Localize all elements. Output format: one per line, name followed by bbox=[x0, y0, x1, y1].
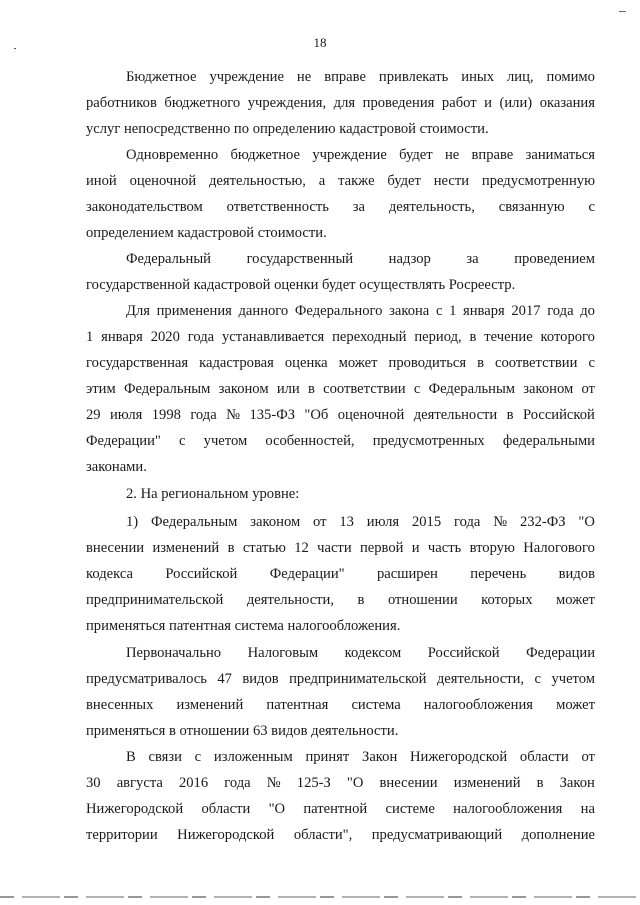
word: № bbox=[266, 775, 281, 791]
word: 30 bbox=[86, 775, 101, 791]
word: 1) bbox=[126, 514, 139, 530]
word: государственный bbox=[246, 251, 354, 267]
word: будет bbox=[399, 147, 433, 163]
word: 2020 bbox=[150, 329, 180, 345]
word: этим bbox=[86, 381, 116, 397]
word: "О bbox=[346, 775, 364, 791]
word: или bbox=[276, 381, 300, 397]
word: оценочной bbox=[337, 407, 405, 423]
word: работ bbox=[441, 95, 477, 111]
word: Федеральным bbox=[428, 381, 515, 397]
word: федеральными bbox=[502, 433, 595, 449]
word: деятельности, bbox=[246, 592, 335, 608]
text-line bbox=[86, 324, 595, 350]
word: вправе bbox=[471, 147, 514, 163]
word: государственная bbox=[86, 355, 189, 371]
word: в bbox=[477, 355, 484, 371]
word: также bbox=[338, 173, 375, 189]
word: законом bbox=[523, 381, 574, 397]
word: июля bbox=[109, 407, 143, 423]
word: применения bbox=[156, 303, 232, 319]
word: учреждения, bbox=[247, 95, 327, 111]
word: переходный bbox=[332, 329, 407, 345]
word: может bbox=[556, 592, 595, 608]
word: иных bbox=[461, 69, 495, 85]
word: Федерального bbox=[294, 303, 383, 319]
word: на bbox=[580, 801, 595, 817]
word: законом bbox=[250, 514, 301, 530]
word: Федерации" bbox=[86, 433, 161, 449]
word: июля bbox=[366, 514, 400, 530]
word: области", bbox=[293, 827, 353, 843]
word: изложенным bbox=[213, 749, 293, 765]
word: законодательством bbox=[86, 199, 203, 215]
word: нести bbox=[433, 173, 470, 189]
word: не bbox=[296, 69, 312, 85]
word: в bbox=[357, 592, 365, 608]
word: 125-З bbox=[296, 775, 331, 791]
text-line bbox=[86, 770, 595, 796]
word: с bbox=[435, 303, 443, 319]
word: предусматривалось bbox=[86, 671, 207, 687]
text-line bbox=[86, 822, 595, 848]
word: 47 bbox=[217, 671, 232, 687]
word: Бюджетное bbox=[126, 69, 197, 85]
word: 1998 bbox=[151, 407, 181, 423]
text-line bbox=[86, 90, 595, 116]
word: бюджетное bbox=[230, 147, 301, 163]
word: учреждение bbox=[312, 147, 387, 163]
word: 13 bbox=[339, 514, 354, 530]
word: 2015 bbox=[411, 514, 442, 530]
text-line bbox=[86, 535, 595, 561]
word: области bbox=[519, 749, 569, 765]
word: законом bbox=[218, 381, 269, 397]
word: № bbox=[493, 514, 508, 530]
word: с bbox=[413, 381, 421, 397]
text-line bbox=[86, 350, 595, 376]
word: патентной bbox=[303, 801, 368, 817]
word: устанавливается bbox=[221, 329, 325, 345]
page-number: 18 bbox=[313, 35, 327, 50]
word: особенностей, bbox=[265, 433, 355, 449]
scan-edge bbox=[0, 896, 640, 898]
word: года bbox=[547, 303, 574, 319]
word: предусмотренную bbox=[481, 173, 595, 189]
word: предусмотренных bbox=[372, 433, 485, 449]
text-line: 2. На региональном уровне: bbox=[126, 486, 300, 502]
word: системе bbox=[385, 801, 435, 817]
word: проведения bbox=[362, 95, 435, 111]
word: принят bbox=[305, 749, 350, 765]
word: помимо bbox=[546, 69, 595, 85]
text-line: государственной кадастровой оценки будет осуществлять Росреестр. bbox=[86, 277, 516, 293]
text-line bbox=[86, 376, 595, 402]
scan-mark bbox=[619, 11, 626, 12]
word: деятельности, bbox=[436, 671, 525, 687]
word: период, bbox=[414, 329, 462, 345]
word: соответствии bbox=[323, 381, 406, 397]
word: связанную bbox=[498, 199, 565, 215]
word: деятельностью, bbox=[208, 173, 306, 189]
word: перечень bbox=[470, 566, 527, 582]
text-line bbox=[86, 168, 595, 194]
word: учетом bbox=[203, 433, 248, 449]
word: иной bbox=[86, 173, 117, 189]
word: с bbox=[194, 749, 202, 765]
text-line: определением кадастровой стоимости. bbox=[86, 225, 327, 241]
word: Налогового bbox=[523, 540, 595, 556]
word: связи bbox=[148, 749, 182, 765]
word: Первоначально bbox=[126, 645, 222, 661]
word: не bbox=[444, 147, 460, 163]
word: видов bbox=[558, 566, 595, 582]
word: привлекать bbox=[378, 69, 449, 85]
word: 135-ФЗ bbox=[249, 407, 296, 423]
word: вправе bbox=[324, 69, 366, 85]
word: бюджетного bbox=[164, 95, 241, 111]
word: от bbox=[581, 749, 595, 765]
word: Федеральный bbox=[126, 251, 211, 267]
word: деятельности bbox=[413, 407, 498, 423]
text-line bbox=[86, 402, 595, 428]
word: за bbox=[352, 199, 365, 215]
word: Закон bbox=[559, 775, 595, 791]
word: Федеральным bbox=[151, 514, 238, 530]
text-line: услуг непосредственно по определению кадастровой стоимости. bbox=[86, 121, 489, 137]
text-line bbox=[86, 561, 595, 587]
text-line bbox=[86, 692, 595, 718]
word: надзор bbox=[388, 251, 431, 267]
word: за bbox=[466, 251, 479, 267]
word: Российской bbox=[427, 645, 500, 661]
word: предусматривающий bbox=[371, 827, 503, 843]
word: года bbox=[453, 514, 481, 530]
word: 1 bbox=[449, 303, 457, 319]
word: оказания bbox=[539, 95, 595, 111]
word: 2017 bbox=[511, 303, 541, 319]
word: для bbox=[333, 95, 356, 111]
text-line bbox=[86, 587, 595, 613]
word: отношении bbox=[387, 592, 458, 608]
word: патентная bbox=[266, 697, 329, 713]
word: статью bbox=[242, 540, 286, 556]
word: работников bbox=[86, 95, 157, 111]
word: года bbox=[224, 775, 251, 791]
word: предпринимательской bbox=[86, 592, 224, 608]
word: "Об bbox=[304, 407, 329, 423]
word: до bbox=[580, 303, 595, 319]
word: которых bbox=[481, 592, 533, 608]
word: может bbox=[338, 355, 378, 371]
word: ответственность bbox=[226, 199, 329, 215]
text-line bbox=[126, 64, 595, 90]
word: расширен bbox=[376, 566, 438, 582]
word: и bbox=[484, 95, 492, 111]
word: оценка bbox=[284, 355, 328, 371]
word: от bbox=[313, 514, 327, 530]
text-line bbox=[86, 796, 595, 822]
word: 2016 bbox=[178, 775, 209, 791]
word: Одновременно bbox=[126, 147, 219, 163]
word: 12 bbox=[294, 540, 309, 556]
word: Федерации" bbox=[269, 566, 345, 582]
word: в bbox=[469, 329, 477, 345]
word: система bbox=[351, 697, 401, 713]
word: внесении bbox=[379, 775, 438, 791]
word: предпринимательской bbox=[289, 671, 427, 687]
word: Нижегородской bbox=[410, 749, 508, 765]
word: в bbox=[506, 407, 514, 423]
word: проведением bbox=[514, 251, 595, 267]
word: данного bbox=[238, 303, 289, 319]
word: течение bbox=[484, 329, 533, 345]
word: может bbox=[556, 697, 595, 713]
word: с bbox=[534, 671, 541, 687]
word: Нижегородской bbox=[86, 801, 184, 817]
word: августа bbox=[116, 775, 163, 791]
word: 29 bbox=[86, 407, 101, 423]
word: "О bbox=[268, 801, 286, 817]
text-line bbox=[126, 744, 595, 770]
word: первой bbox=[359, 540, 404, 556]
word: внесенных bbox=[86, 697, 154, 713]
word: проводиться bbox=[388, 355, 467, 371]
word: № bbox=[226, 407, 241, 423]
word: заниматься bbox=[525, 147, 595, 163]
word: января bbox=[463, 303, 505, 319]
text-line: применяться патентная система налогообложения. bbox=[86, 618, 401, 634]
word: 1 bbox=[86, 329, 94, 345]
word: января bbox=[101, 329, 143, 345]
word: Нижегородской bbox=[177, 827, 275, 843]
text-line: законами. bbox=[86, 459, 147, 475]
word: с bbox=[588, 199, 595, 215]
word: области bbox=[201, 801, 251, 817]
word: В bbox=[126, 749, 136, 765]
word: учреждение bbox=[209, 69, 284, 85]
word: будет bbox=[387, 173, 421, 189]
word: территории bbox=[86, 827, 158, 843]
word: внесении bbox=[86, 540, 145, 556]
word: Федерации bbox=[526, 645, 595, 661]
word: в bbox=[536, 775, 544, 791]
word: в bbox=[307, 381, 315, 397]
word: года bbox=[187, 329, 215, 345]
word: налогообложения bbox=[423, 697, 533, 713]
word: дополнение bbox=[521, 827, 595, 843]
word: Закон bbox=[362, 749, 398, 765]
word: Налоговым bbox=[247, 645, 319, 661]
word: деятельность, bbox=[388, 199, 475, 215]
word: изменений bbox=[453, 775, 521, 791]
word: Российской bbox=[165, 566, 238, 582]
word: вторую bbox=[469, 540, 515, 556]
word: учетом bbox=[551, 671, 595, 687]
word: "О bbox=[578, 514, 595, 530]
word: и bbox=[411, 540, 420, 556]
word: Федеральным bbox=[123, 381, 211, 397]
word: с bbox=[588, 355, 595, 371]
word: а bbox=[318, 173, 326, 189]
word: кадастровая bbox=[199, 355, 274, 371]
word: части bbox=[317, 540, 352, 556]
text-line bbox=[126, 246, 595, 272]
word: кодекса bbox=[86, 566, 133, 582]
text-line bbox=[126, 142, 595, 168]
word: изменений bbox=[152, 540, 220, 556]
word: изменений bbox=[176, 697, 244, 713]
word: с bbox=[179, 433, 186, 449]
word: лиц, bbox=[506, 69, 534, 85]
text-line bbox=[86, 428, 595, 454]
word: кодексом bbox=[344, 645, 402, 661]
word: (или) bbox=[499, 95, 533, 111]
text-line bbox=[86, 666, 595, 692]
word: налогообложения bbox=[453, 801, 563, 817]
word: оценочной bbox=[129, 173, 197, 189]
word: которого bbox=[540, 329, 595, 345]
word: в bbox=[227, 540, 235, 556]
word: года bbox=[190, 407, 217, 423]
word: часть bbox=[427, 540, 462, 556]
text-line: применяться в отношении 63 видов деятельности. bbox=[86, 723, 399, 739]
word: Российской bbox=[522, 407, 595, 423]
word: Для bbox=[126, 303, 150, 319]
word: закона bbox=[389, 303, 430, 319]
word: видов bbox=[242, 671, 279, 687]
text-line bbox=[126, 640, 595, 666]
text-line bbox=[86, 194, 595, 220]
word: 232-ФЗ bbox=[519, 514, 566, 530]
text-line bbox=[126, 509, 595, 535]
word: от bbox=[581, 381, 595, 397]
text-line bbox=[126, 298, 595, 324]
word: соответствии bbox=[494, 355, 578, 371]
